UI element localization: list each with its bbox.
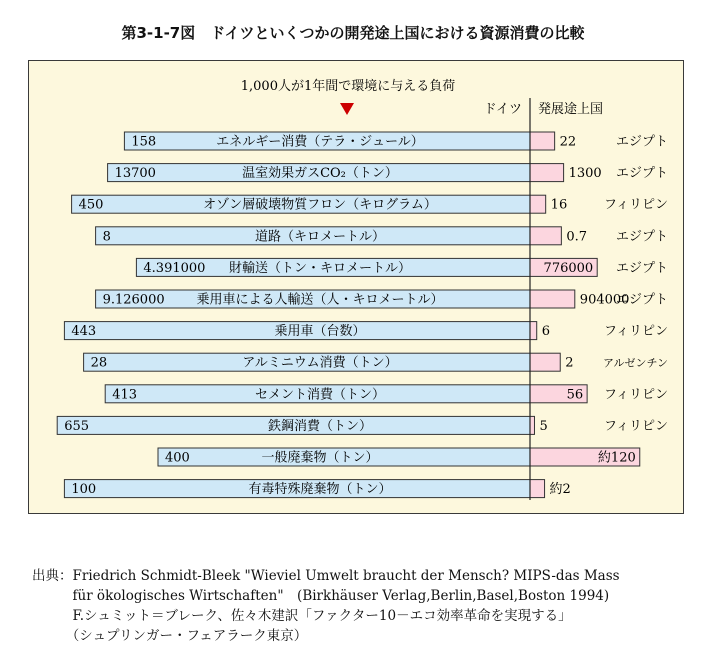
developing-bar [530,227,561,245]
developing-value-label: 56 [566,387,584,403]
country-label: アルゼンチン [602,356,668,370]
developing-bar [530,322,537,340]
germany-value-label: 13700 [114,166,156,182]
developing-value-label: 904000 [579,292,630,308]
germany-value-label: 4.391000 [143,260,206,276]
country-label: エジプト [615,292,668,308]
developing-bar [530,132,555,150]
germany-value-label: 8 [102,229,111,245]
country-label: エジプト [615,260,668,276]
developing-bar [530,353,560,371]
category-label: オゾン層破壊物質フロン（キログラム） [203,197,437,213]
category-label: 温室効果ガスCO₂（トン） [242,166,398,182]
germany-value-label: 443 [71,324,97,340]
source-citation [32,566,620,646]
category-label: セメント消費（トン） [254,387,386,403]
category-label: 財輸送（トン・キロメートル） [228,260,412,276]
category-label: 乗用車による人輸送（人・キロメートル） [196,292,444,308]
developing-value-label: 1300 [568,166,602,182]
developing-value-label: 0.7 [566,229,588,245]
figure-title: 第3-1-7図 ドイツといくつかの開発途上国における資源消費の比較 [121,24,585,42]
country-label: フィリピン [604,197,668,213]
category-label: エネルギー消費（テラ・ジュール） [216,134,424,150]
germany-value-label: 28 [90,355,108,371]
developing-value-label: 約120 [597,450,636,466]
down-triangle-marker-icon [340,103,354,115]
germany-header: ドイツ [483,102,522,117]
germany-value-label: 655 [64,418,90,434]
country-label: エジプト [615,134,668,150]
developing-bar [530,480,545,498]
category-label: 鉄鋼消費（トン） [267,418,373,434]
developing-value-label: 22 [559,134,577,150]
developing-value-label: 5 [539,418,548,434]
source-line-1: 出典：Friedrich Schmidt-Bleek "Wieviel Umwelt braucht der Mensch? MIPS-das Mass [32,568,620,584]
category-label: 有毒特殊廃棄物（トン） [248,482,392,498]
developing-bar [530,416,534,434]
category-label: アルミニウム消費（トン） [242,355,398,371]
developing-bar [530,290,575,308]
developing-value-label: 6 [541,324,551,340]
developing-header: 発展途上国 [538,102,604,117]
developing-value-label: 2 [565,355,574,371]
country-label: フィリピン [604,418,668,434]
developing-bar [530,164,564,182]
country-label: エジプト [615,166,668,182]
source-line-4: （シュプリンガー・フェアラーク東京） [32,628,308,644]
developing-bar [530,195,546,213]
developing-value-label: 約2 [549,482,571,498]
source-line-2: für ökologisches Wirtschaften" (Birkhäuser Verlag,Berlin,Basel,Boston 1994) [32,588,610,604]
germany-value-label: 400 [165,450,190,466]
germany-value-label: 450 [78,197,104,213]
germany-value-label: 413 [112,387,138,403]
germany-value-label: 100 [71,482,97,498]
germany-value-label: 9.126000 [102,292,165,308]
country-label: フィリピン [604,387,668,403]
category-label: 道路（キロメートル） [254,229,386,245]
country-label: エジプト [615,229,668,245]
country-label: フィリピン [604,324,668,340]
developing-value-label: 776000 [543,260,594,276]
developing-value-label: 16 [550,197,568,213]
category-label: 一般廃棄物（トン） [261,450,379,466]
source-line-3: F.シュミット＝ブレーク、佐々木建訳「ファクター10－エコ効率革命を実現する」 [32,608,572,624]
chart-subtitle: 1,000人が1年間で環境に与える負荷 [240,79,456,94]
germany-value-label: 158 [131,134,157,150]
category-label: 乗用車（台数） [274,324,366,340]
